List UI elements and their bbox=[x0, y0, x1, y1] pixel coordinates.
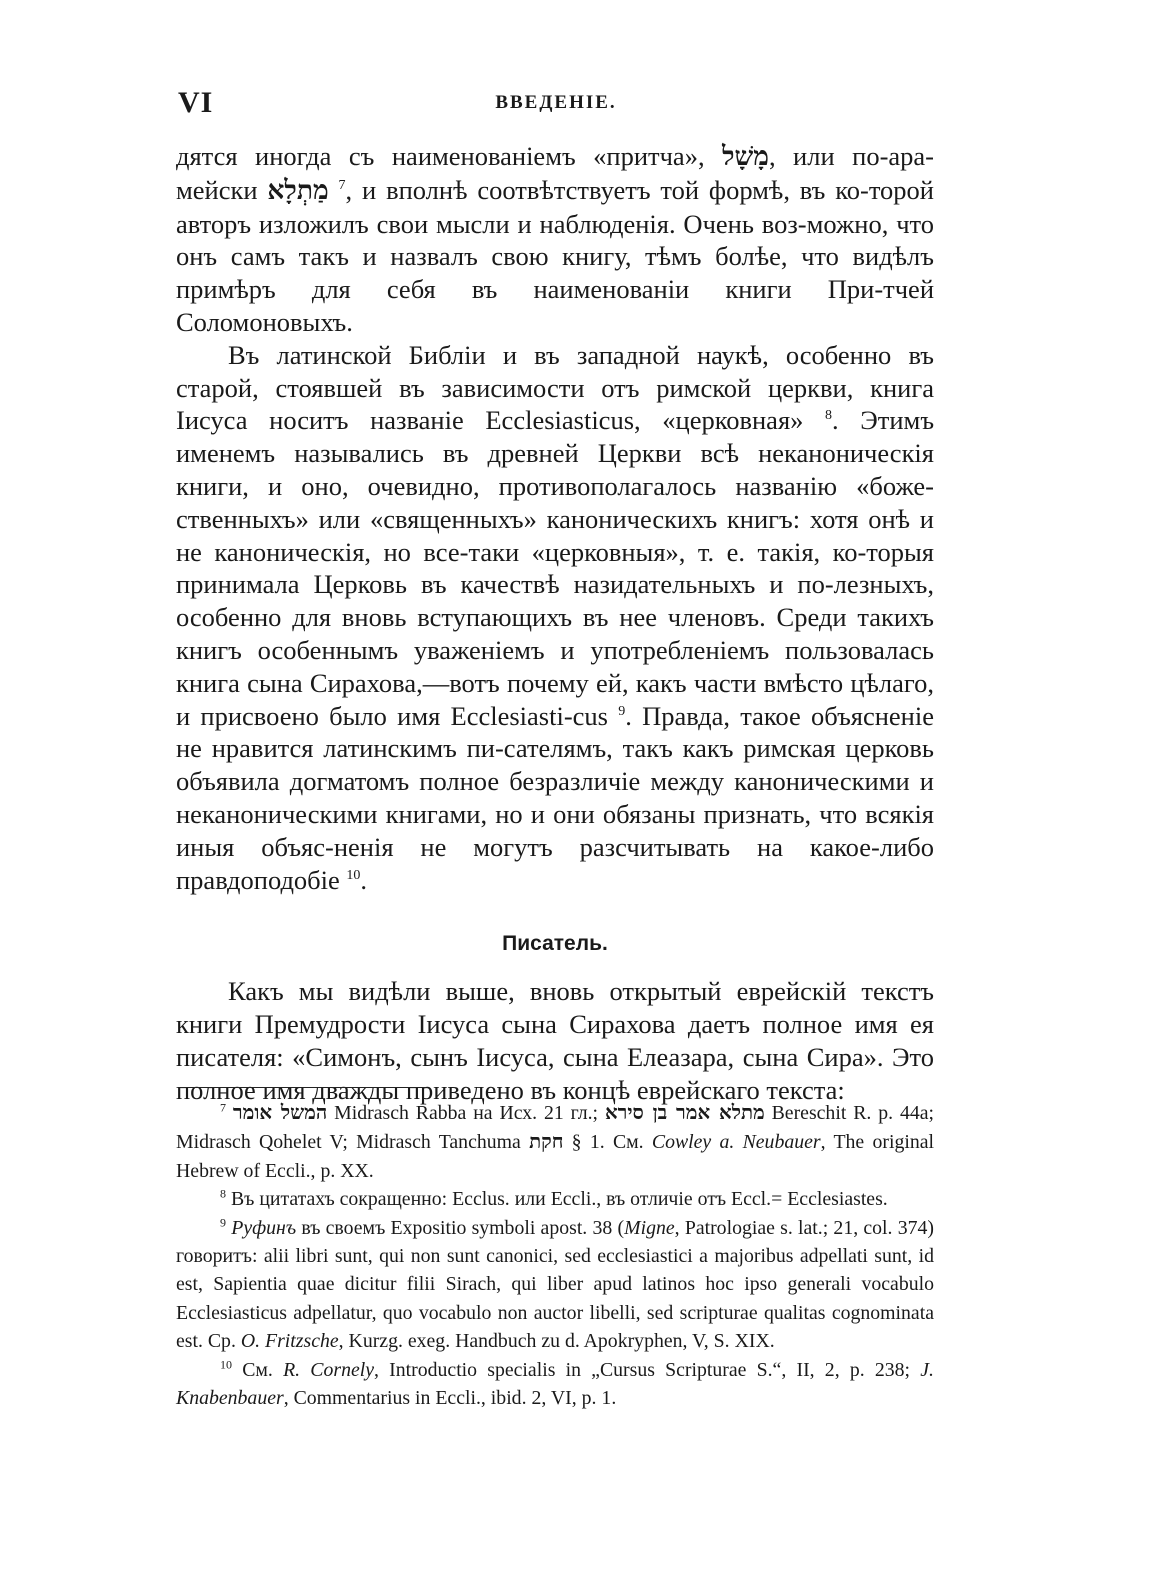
footnote-8-text: Въ цитатахъ сокращенно: Ecclus. или Eccli., въ отличіе отъ Eccl.= Ecclesiastes. bbox=[226, 1188, 888, 1211]
footnote-9 bbox=[176, 1214, 934, 1356]
page-number: VI bbox=[178, 86, 214, 119]
footnote-9-author-2: Migne bbox=[624, 1216, 675, 1239]
footnote-7 bbox=[176, 1098, 934, 1185]
p1-text-a: дятся иногда съ наименованіемъ «притча», bbox=[176, 141, 723, 171]
footnote-divider bbox=[178, 1087, 426, 1088]
footnote-7-text-c: § 1. См. bbox=[563, 1131, 652, 1154]
footnote-ref-7: 7 bbox=[338, 177, 346, 193]
footnote-8 bbox=[176, 1185, 934, 1213]
footnote-9-text-c: , Kurzg. exeg. Handbuch zu d. Apokryphen, V, S. XIX. bbox=[338, 1330, 775, 1353]
section-heading: Писатель. bbox=[502, 932, 608, 956]
footnote-7-author: Cowley a. Neubauer bbox=[651, 1131, 821, 1154]
aramaic-word-matla: מַתְלָא bbox=[267, 174, 329, 206]
footnote-9-author-3: O. Fritzsche bbox=[240, 1330, 339, 1353]
p2-text-d: . bbox=[360, 864, 368, 895]
footnote-7-text-d: , The original Hebrew of Eccli., p. XX. bbox=[176, 1131, 934, 1182]
footnote-10-author-2: J. Knabenbauer bbox=[176, 1358, 934, 1410]
running-title: ВВЕДЕНІЕ. bbox=[495, 92, 617, 113]
footnotes bbox=[176, 1098, 934, 1412]
footnote-10-text-a: См. bbox=[232, 1358, 284, 1381]
footnote-10 bbox=[176, 1356, 934, 1413]
footnote-7-number: 7 bbox=[220, 1100, 226, 1115]
footnote-9-number: 9 bbox=[220, 1215, 226, 1230]
footnote-ref-8: 8 bbox=[825, 408, 833, 424]
page-header bbox=[178, 86, 934, 122]
footnote-7-text-b: Bereschit R. p. 44a; Midrasch Qohelet V; Midrasch Tanchuma bbox=[176, 1102, 934, 1154]
footnote-9-author-1: Руфинъ bbox=[231, 1216, 297, 1239]
footnote-9-text-b: , Patrologiae s. lat.; 21, col. 374) говоритъ: alii libri sunt, qui non sunt canonici, sed ecclesiastici a majoribus adpellati sunt, id est, Sapientia quae dicitur filii Sirach, qui liber apud latinos hoc ipso generali vocabulo Ecclesiasticus adpellatur, quo vocabulo non auctor libelli, sed scripturae qualitas cognominata est. Cp. bbox=[176, 1216, 934, 1353]
footnote-ref-10: 10 bbox=[346, 867, 361, 883]
footnote-10-author-1: R. Cornely bbox=[283, 1358, 375, 1381]
footnote-7-hebrew-a: המשל אומר bbox=[232, 1100, 328, 1124]
footnote-7-text-a: Midrasch Rabba на Исх. 21 гл.; bbox=[327, 1102, 605, 1124]
paragraph-2 bbox=[176, 339, 934, 897]
footnote-7-hebrew-b: מתלא אמר בן סירא bbox=[604, 1100, 765, 1124]
p2-text-b: . Этимъ именемъ назывались въ древней Церкви всѣ неканоническія книги, и оно, очевидно, противополагалось названію «боже-ственныхъ» или «священныхъ» каноническихъ книгъ: хотя онѣ и не каноническія, но все-таки «церковныя», т. е. такія, ко-торыя принимала Церковь въ качествѣ назидательныхъ и по-лезныхъ, особенно для вновь вступающихъ въ нее членовъ. Среди такихъ книгъ особеннымъ уваженіемъ и употребленіемъ пользовалась книга сына Сирахова,—вотъ почему ей, какъ части вмѣсто цѣлаго, и присвоено было имя Ecclesiasti-cus bbox=[176, 405, 935, 731]
p1-text-c: , и вполнѣ соотвѣтствуетъ той формѣ, въ ко-торой авторъ изложилъ свои мысли и наблюденія. Очень воз-можно, что онъ самъ такъ и назвалъ свою книгу, тѣмъ болѣе, что видѣлъ примѣръ для себя въ наименованіи книги При-тчей Соломоновыхъ. bbox=[176, 174, 934, 337]
p2-text-a: Въ латинской Библіи и въ западной наукѣ, особенно въ старой, стоявшей въ зависимости отъ римской церкви, книга Іисуса носитъ названіе Ecclesiasticus, «церковная» bbox=[176, 339, 934, 436]
footnote-9-text-a: въ своемъ Expositio symboli apost. 38 ( bbox=[296, 1216, 625, 1239]
footnote-7-hebrew-c: חקת bbox=[529, 1129, 564, 1154]
main-text bbox=[176, 140, 934, 1106]
p2-text-c: . Правда, такое объясненіе не нравится латинскимъ пи-сателямъ, такъ какъ римская церковь объявила догматомъ полное безразличіе между каноническими и неканоническими книгами, но и они обязаны признать, что всякія иныя объяс-ненія не могутъ разсчитывать на какое-либо правдоподобіе bbox=[176, 700, 934, 895]
p1-text-b: , или по-ара-мейски bbox=[176, 141, 934, 205]
footnote-10-text-b: , Introductio specialis in „Cursus Scripturae S.“, II, 2, p. 238; bbox=[374, 1358, 921, 1381]
footnote-ref-9: 9 bbox=[618, 703, 626, 719]
paragraph-3: Какъ мы видѣли выше, вновь открытый еврейскій текстъ книги Премудрости Іисуса сына Сирахова даетъ полное имя ея писателя: «Симонъ, сынъ Іисуса, сына Елеазара, сына Сира». Это полное имя дважды приведено въ концѣ еврейскаго текста: bbox=[176, 976, 934, 1105]
paragraph-1 bbox=[176, 140, 934, 339]
footnote-10-number: 10 bbox=[220, 1357, 232, 1372]
hebrew-word-mashal: מָשָׁל bbox=[722, 141, 769, 172]
footnote-8-number: 8 bbox=[220, 1186, 226, 1201]
footnote-10-text-c: , Commentarius in Eccli., ibid. 2, VI, p. 1. bbox=[283, 1387, 617, 1410]
